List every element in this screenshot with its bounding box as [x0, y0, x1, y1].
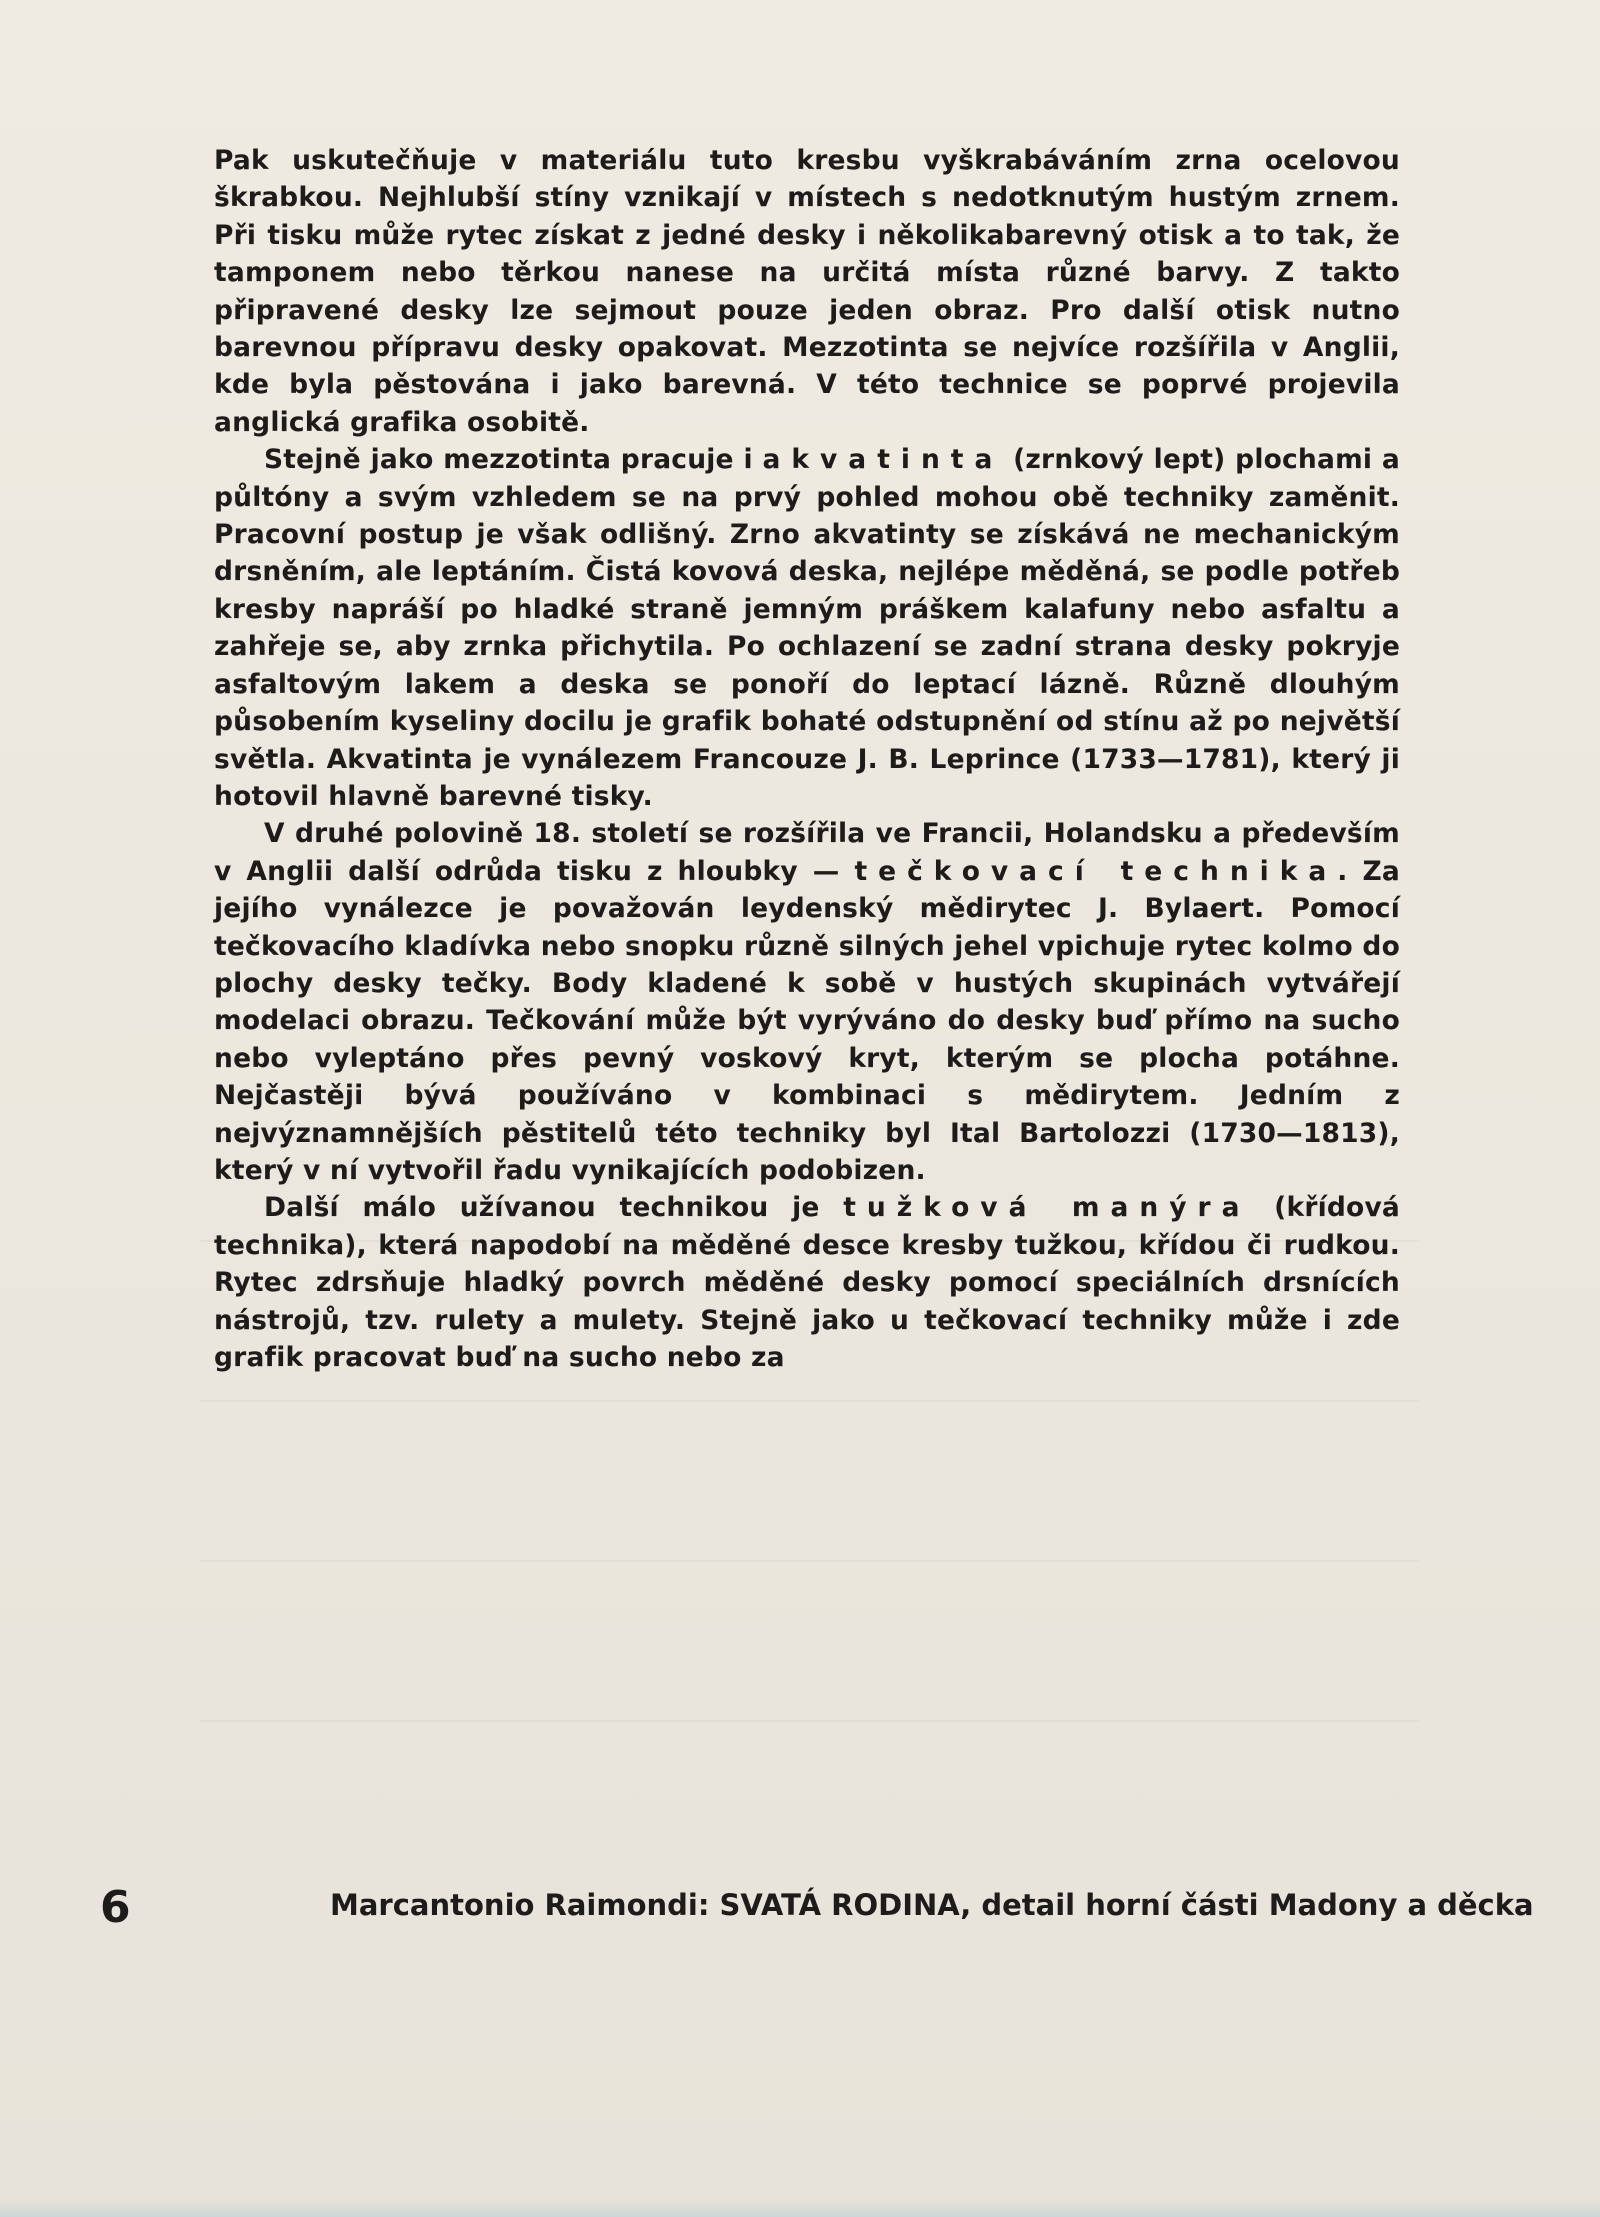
show-through-line	[200, 1720, 1420, 1722]
page-footer	[0, 1882, 1600, 1938]
paragraph-text-after: (zrnkový lept) plochami a půltóny a svým vzhledem se na prvý pohled mohou obě techniky zaměnit. Pracovní postup je však odlišný. Zrno akvatinty se získává ne mechanickým drsněním, ale leptáním. Čistá kovová deska, nejlépe měděná, se podle potřeb kresby napráší po hladké straně jemným práškem kalafuny nebo asfaltu a zahřeje se, aby zrnka přichytila. Po ochlazení se zadní strana desky pokryje asfaltovým lakem a deska se ponoří do leptací lázně. Různě dlouhým působením kyseliny docilu je grafik bohaté odstupnění od stínu až po největší světla. Akvatinta je vynálezem Francouze J. B. Leprince (1733—1781), který ji hotovil hlavně barevné tisky.	[214, 444, 1401, 812]
illustration-caption: Marcantonio Raimondi: SVATÁ RODINA, detail horní části Madony a děcka	[330, 1888, 1534, 1922]
body-text	[214, 142, 1400, 1376]
paragraph-text-after: (křídová technika), která napodobí na měděné desce kresby tužkou, křídou či rudkou. Rytec zdrsňuje hladký povrch měděné desky pomocí speciálních drsnících nástrojů, tzv. rulety a mulety. Stejně jako u tečkovací techniky může i zde grafik pracovat buď na sucho nebo za	[214, 1192, 1401, 1373]
paragraph-text-after: . Za jejího vynálezce je považován leydenský mědirytec J. Bylaert. Pomocí tečkovacího kladívka nebo snopku různě silných jehel vpichuje rytec kolmo do plochy desky tečky. Body kladené k sobě v hustých skupinách vytvářejí modelaci obrazu. Tečkování může být vyrýváno do desky buď přímo na sucho nebo vyleptáno přes pevný voskový kryt, kterým se plocha potáhne. Nejčastěji bývá používáno v kombinaci s mědirytem. Jedním z nejvýznamnějších pěstitelů této techniky byl Ital Bartolozzi (1730—1813), který v ní vytvořil řadu vynikajících podobizen.	[214, 855, 1400, 1186]
paragraph-tuzkova-manyra	[214, 1189, 1400, 1376]
page-number: 6	[100, 1882, 131, 1933]
paragraph-text-before: V druhé polovině 18. století se rozšířila ve Francii, Holandsku a především v Anglii další odrůda tisku z hloubky —	[214, 818, 1400, 887]
paragraph-text-before: Další málo užívanou technikou je	[264, 1192, 844, 1224]
paragraph-teckovaci	[214, 815, 1400, 1189]
show-through-line	[200, 1400, 1420, 1402]
paragraph-text-before: Stejně jako mezzotinta pracuje i	[264, 444, 763, 476]
paragraph-akvatinta	[214, 441, 1400, 815]
paragraph-text: Pak uskutečňuje v materiálu tuto kresbu vyškrabáváním zrna ocelovou škrabkou. Nejhlubší stíny vznikají v místech s nedotknutým hustým zrnem. Při tisku může rytec získat z jedné desky i několikabarevný otisk a to tak, že tamponem nebo těrkou nanese na určitá místa různé barvy. Z takto připravené desky lze sejmout pouze jeden obraz. Pro další otisk nutno barevnou přípravu desky opakovat. Mezzotinta se nejvíce rozšířila v Anglii, kde byla pěstována i jako barevná. V této technice se poprvé projevila anglická grafika osobitě.	[214, 145, 1400, 438]
page-bottom-edge	[0, 2199, 1600, 2217]
paragraph-mezzotinta	[214, 142, 1400, 441]
spaced-term-tuzkova-manyra: tužková manýra	[843, 1192, 1251, 1224]
spaced-term-teckovaci-technika: tečkovací technika	[854, 855, 1338, 887]
spaced-term-akvatinta: akvatinta	[762, 444, 1004, 476]
show-through-line	[200, 1560, 1420, 1562]
